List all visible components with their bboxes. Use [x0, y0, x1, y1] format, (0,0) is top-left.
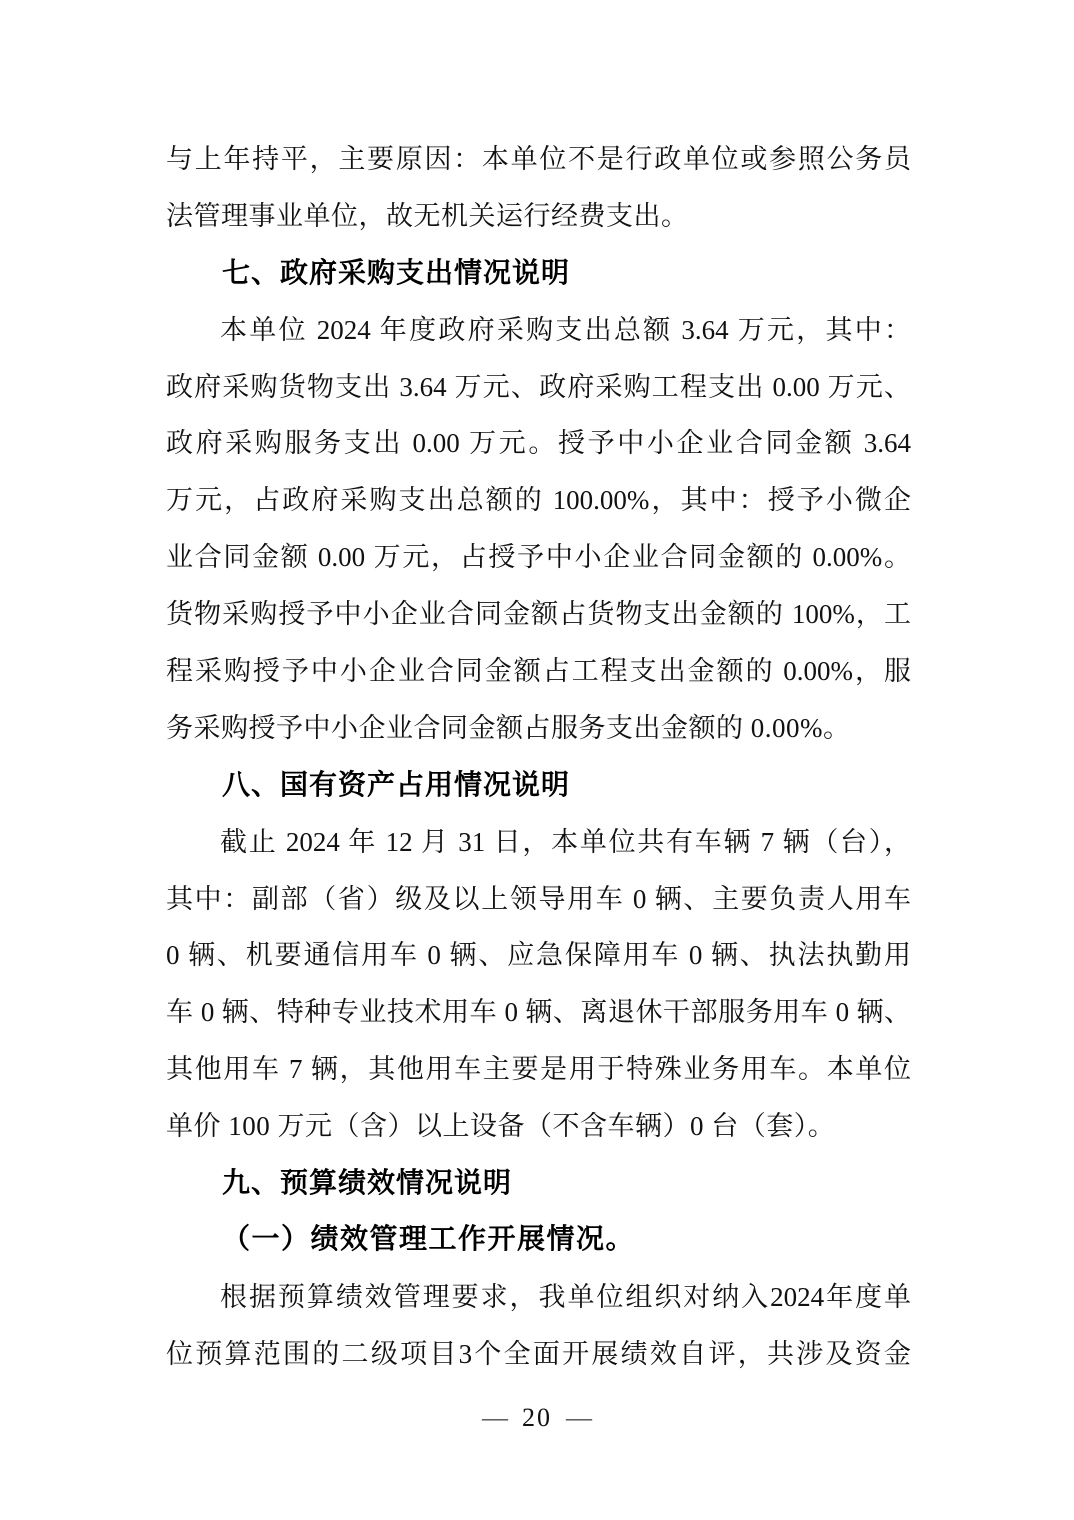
paragraph-line: 务采购授予中小企业合同金额占服务支出金额的 0.00%。: [166, 712, 851, 743]
paragraph-line: 货物采购授予中小企业合同金额占货物支出金额的 100%，工: [166, 599, 911, 630]
footer-dash-right: —: [566, 1403, 592, 1432]
document-body: [166, 131, 911, 1383]
section-heading: 九、预算绩效情况说明: [222, 1167, 513, 1199]
paragraph-line: 程采购授予中小企业合同金额占工程支出金额的 0.00%，服: [166, 656, 911, 687]
paragraph-line: 本单位 2024 年度政府采购支出总额 3.64 万元，其中：: [220, 314, 911, 345]
page-number: 20: [522, 1403, 552, 1432]
paragraph-line: 业合同金额 0.00 万元，占授予中小企业合同金额的 0.00%。: [166, 542, 911, 573]
footer-dash-left: —: [482, 1403, 508, 1432]
paragraph-line: 政府采购服务支出 0.00 万元。授予中小企业合同金额 3.64: [166, 428, 911, 459]
paragraph-line: 其他用车 7 辆，其他用车主要是用于特殊业务用车。本单位: [166, 1054, 911, 1085]
paragraph-line: 其中：副部（省）级及以上领导用车 0 辆、主要负责人用车: [166, 883, 911, 914]
paragraph-line: 单价 100 万元（含）以上设备（不含车辆）0 台（套）。: [166, 1111, 836, 1142]
paragraph-line: 法管理事业单位，故无机关运行经费支出。: [166, 200, 689, 231]
section-heading: 八、国有资产占用情况说明: [222, 768, 571, 800]
paragraph-line: 万元，占政府采购支出总额的 100.00%，其中：授予小微企: [166, 485, 911, 516]
paragraph-line: 车 0 辆、特种专业技术用车 0 辆、离退休干部服务用车 0 辆、: [166, 997, 911, 1028]
section-heading: 七、政府采购支出情况说明: [222, 256, 571, 288]
sub-section-heading: （一）绩效管理工作开展情况。: [222, 1223, 636, 1255]
paragraph-line: 截止 2024 年 12 月 31 日，本单位共有车辆 7 辆（台），: [220, 826, 911, 857]
paragraph-line: 与上年持平，主要原因：本单位不是行政单位或参照公务员: [166, 144, 911, 174]
page-footer: [0, 1398, 1074, 1438]
paragraph-line: 0 辆、机要通信用车 0 辆、应急保障用车 0 辆、执法执勤用: [166, 940, 911, 971]
paragraph-line: 政府采购货物支出 3.64 万元、政府采购工程支出 0.00 万元、: [166, 371, 911, 402]
paragraph-line: 位预算范围的二级项目3个全面开展绩效自评，共涉及资金: [166, 1338, 911, 1369]
paragraph-line: 根据预算绩效管理要求，我单位组织对纳入2024年度单: [220, 1281, 911, 1312]
